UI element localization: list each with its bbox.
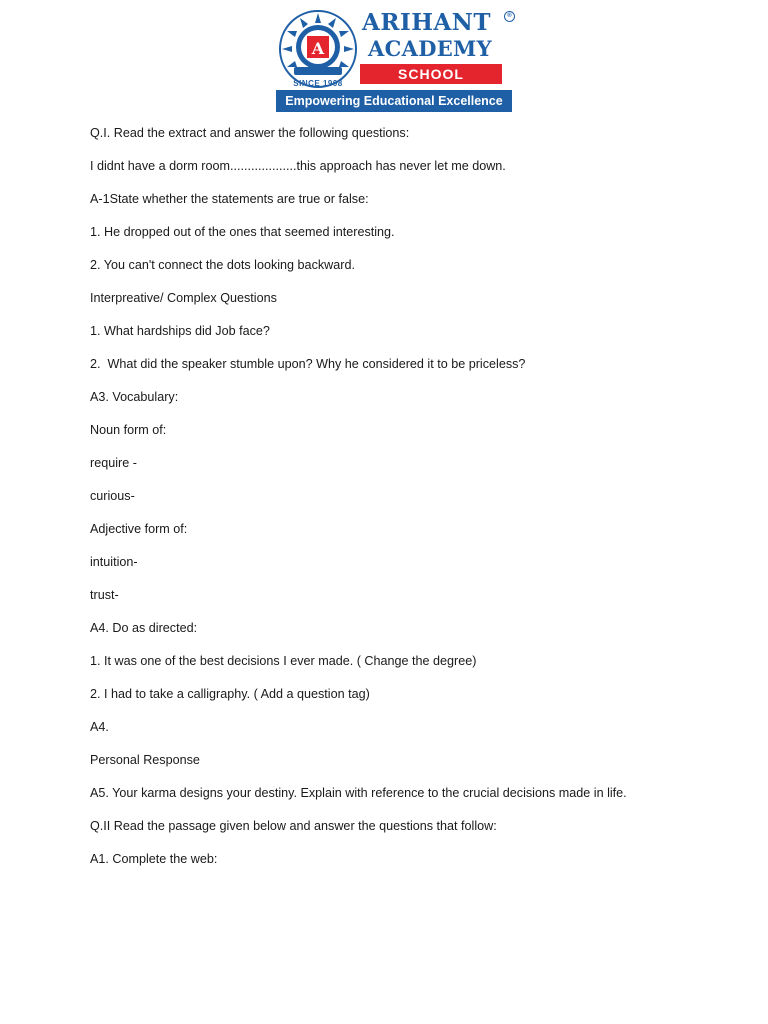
question-line: A4.	[90, 720, 109, 734]
academy-seal-icon	[278, 9, 358, 89]
question-line: Noun form of:	[90, 423, 167, 437]
question-line: I didnt have a dorm room...................this approach has never let me down.	[90, 159, 506, 173]
since-label: SINCE 1998	[293, 79, 343, 88]
question-line: trust-	[90, 588, 119, 602]
question-line: 2. You can't connect the dots looking backward.	[90, 258, 355, 272]
worksheet-questions	[90, 125, 730, 884]
question-line: 2. I had to take a calligraphy. ( Add a question tag)	[90, 687, 370, 701]
question-line: A4. Do as directed:	[90, 621, 198, 635]
question-line: 2. What did the speaker stumble upon? Why he considered it to be priceless?	[90, 357, 526, 371]
question-line: 1. What hardships did Job face?	[90, 324, 270, 338]
question-line: 1. It was one of the best decisions I ever made. ( Change the degree)	[90, 654, 477, 668]
question-line: A3. Vocabulary:	[90, 390, 179, 404]
school-label: SCHOOL	[360, 64, 502, 84]
question-line: A1. Complete the web:	[90, 852, 218, 866]
tagline-banner: Empowering Educational Excellence	[276, 90, 512, 112]
question-line: Q.II Read the passage given below and answer the questions that follow:	[90, 819, 497, 833]
question-line: require -	[90, 456, 137, 470]
brand-name-line2: ACADEMY	[368, 36, 492, 61]
question-line: 1. He dropped out of the ones that seemed interesting.	[90, 225, 395, 239]
question-line: Adjective form of:	[90, 522, 188, 536]
registered-mark-icon: ®	[504, 11, 515, 22]
svg-text:A: A	[311, 39, 325, 58]
school-logo	[276, 9, 514, 113]
question-line: Interpreative/ Complex Questions	[90, 291, 277, 305]
question-line: Personal Response	[90, 753, 200, 767]
question-line: intuition-	[90, 555, 138, 569]
question-line: Q.I. Read the extract and answer the following questions:	[90, 126, 410, 140]
question-line: A5. Your karma designs your destiny. Explain with reference to the crucial decisions made in life.	[90, 786, 627, 800]
question-line: A-1State whether the statements are true or false:	[90, 192, 369, 206]
question-line: curious-	[90, 489, 135, 503]
brand-name-line1: ARIHANT	[362, 9, 491, 36]
